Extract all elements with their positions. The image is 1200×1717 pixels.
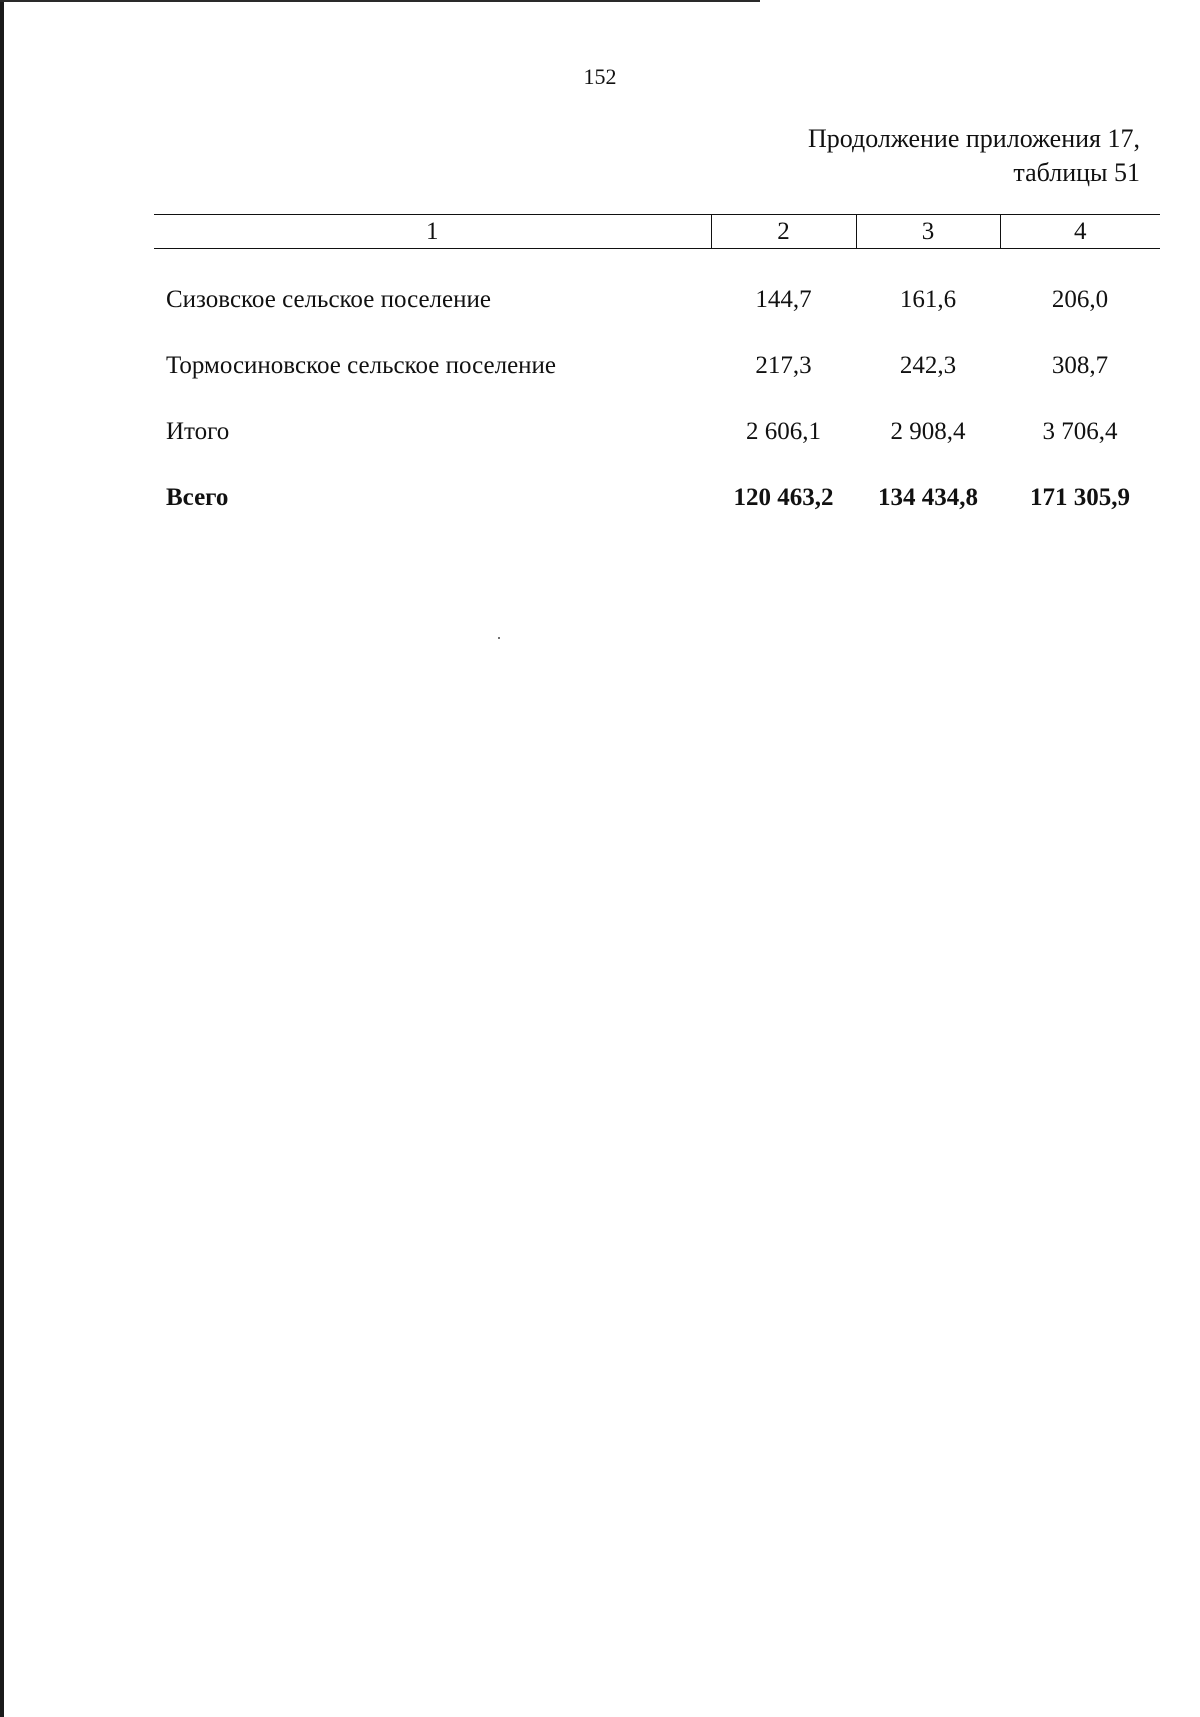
row-value: 120 463,2 xyxy=(733,484,834,511)
continuation-line-1: Продолжение приложения 17, xyxy=(807,124,1140,153)
page-number: 152 xyxy=(583,64,617,89)
row-name: Сизовское сельское поселение xyxy=(166,286,491,313)
row-name: Всего xyxy=(166,484,229,511)
scan-speck xyxy=(498,637,500,639)
scan-edge-left xyxy=(0,0,4,1717)
row-value: 161,6 xyxy=(899,286,957,313)
column-header-4: 4 xyxy=(1000,215,1160,249)
table-row-subtotal xyxy=(154,399,1160,465)
row-value: 3 706,4 xyxy=(1042,418,1118,445)
row-value: 242,3 xyxy=(899,352,957,379)
row-value: 144,7 xyxy=(755,286,812,313)
row-value: 206,0 xyxy=(1051,286,1109,313)
row-name: Тормосиновское сельское поселение xyxy=(166,352,557,379)
data-table xyxy=(154,214,1160,531)
row-value: 308,7 xyxy=(1051,352,1109,379)
table-header-row xyxy=(154,215,1160,249)
row-value: 217,3 xyxy=(755,352,812,379)
row-value: 171 305,9 xyxy=(1030,484,1130,511)
continuation-caption xyxy=(808,122,1140,190)
row-value: 2 908,4 xyxy=(890,418,966,445)
column-header-2: 2 xyxy=(711,215,856,249)
row-name: Итого xyxy=(166,418,230,445)
row-value: 134 434,8 xyxy=(878,484,978,511)
table-row xyxy=(154,249,1160,334)
table-row xyxy=(154,333,1160,399)
continuation-line-2: таблицы 51 xyxy=(1013,158,1140,187)
column-header-1: 1 xyxy=(154,215,711,249)
scan-edge-top xyxy=(0,0,760,2)
row-value: 2 606,1 xyxy=(746,418,821,445)
table-row-total xyxy=(154,465,1160,531)
column-header-3: 3 xyxy=(856,215,1000,249)
